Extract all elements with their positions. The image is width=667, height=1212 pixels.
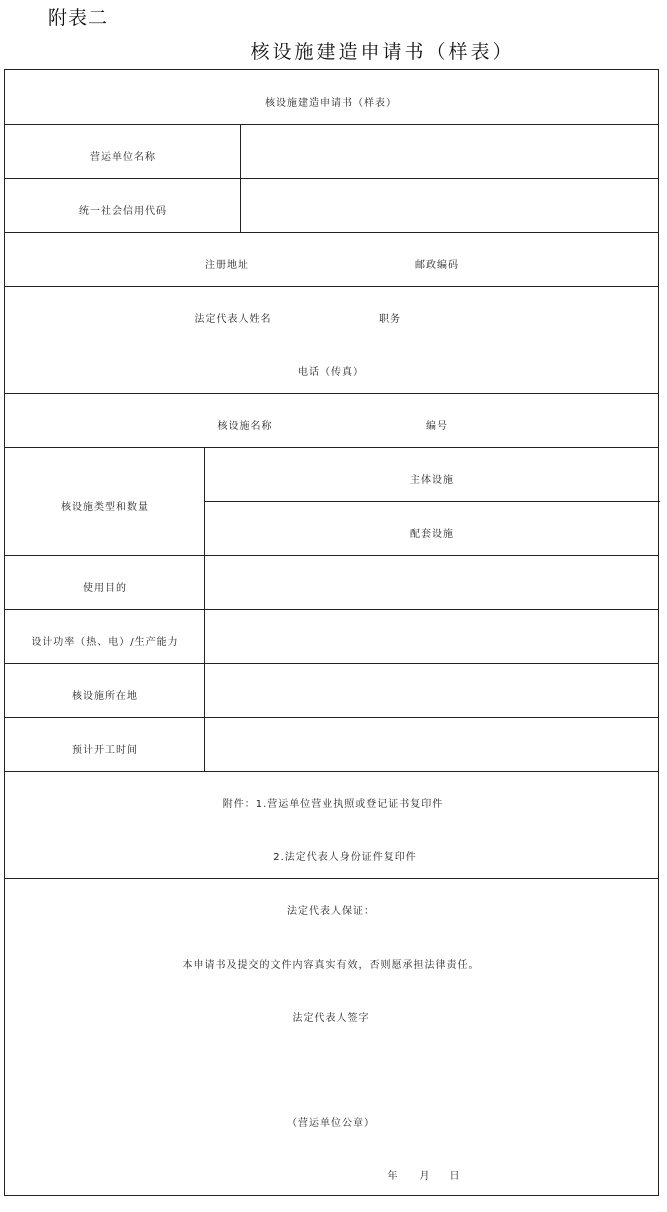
guarantee-text: 本申请书及提交的文件内容真实有效，否则愿承担法律责任。 <box>182 960 480 971</box>
facility-number-label: 编号 <box>426 421 448 432</box>
credit-code-label: 统一社会信用代码 <box>79 206 167 217</box>
row-divider <box>5 878 658 879</box>
row-divider <box>5 771 658 772</box>
row-divider <box>5 447 658 448</box>
guarantee-label: 法定代表人保证： <box>287 906 375 917</box>
row-divider <box>5 286 658 287</box>
row-divider <box>5 232 658 233</box>
applicant-name-label: 营运单位名称 <box>90 152 156 163</box>
day-label: 日 <box>449 1171 461 1182</box>
location-label: 核设施所在地 <box>72 691 138 702</box>
row-divider <box>5 178 658 179</box>
position-label: 职务 <box>379 314 401 325</box>
month-label: 月 <box>419 1171 431 1182</box>
legal-rep-name-label: 法定代表人姓名 <box>194 314 272 325</box>
attachment-2: 2.法定代表人身份证件复印件 <box>273 852 417 863</box>
row-divider <box>5 393 658 394</box>
design-power-label: 设计功率（热、电）/生产能力 <box>31 637 179 648</box>
facility-name-label: 核设施名称 <box>217 421 273 432</box>
seal-label: （营运单位公章） <box>287 1118 375 1129</box>
row-divider <box>5 717 658 718</box>
column-divider <box>240 124 241 232</box>
postal-code-label: 邮政编码 <box>415 260 459 271</box>
auxiliary-facility-label: 配套设施 <box>410 529 454 540</box>
signature-label: 法定代表人签字 <box>292 1013 370 1024</box>
row-divider <box>204 501 660 502</box>
column-divider <box>204 447 205 771</box>
year-label: 年 <box>387 1171 399 1182</box>
purpose-label: 使用目的 <box>83 583 127 594</box>
main-facility-label: 主体设施 <box>410 475 454 486</box>
row-divider <box>5 609 658 610</box>
appendix-label: 附表二 <box>48 7 109 29</box>
document-title: 核设施建造申请书（样表） <box>250 41 515 63</box>
attachment-1: 附件：1.营运单位营业执照或登记证书复印件 <box>222 799 444 810</box>
registered-address-label: 注册地址 <box>205 260 249 271</box>
form-inner-title: 核设施建造申请书（样表） <box>265 98 397 109</box>
row-divider <box>5 555 658 556</box>
row-divider <box>5 663 658 664</box>
facility-type-label: 核设施类型和数量 <box>61 502 149 513</box>
phone-label: 电话（传真） <box>298 367 364 378</box>
start-time-label: 预计开工时间 <box>72 745 138 756</box>
row-divider <box>5 124 658 125</box>
application-form <box>4 69 659 1196</box>
